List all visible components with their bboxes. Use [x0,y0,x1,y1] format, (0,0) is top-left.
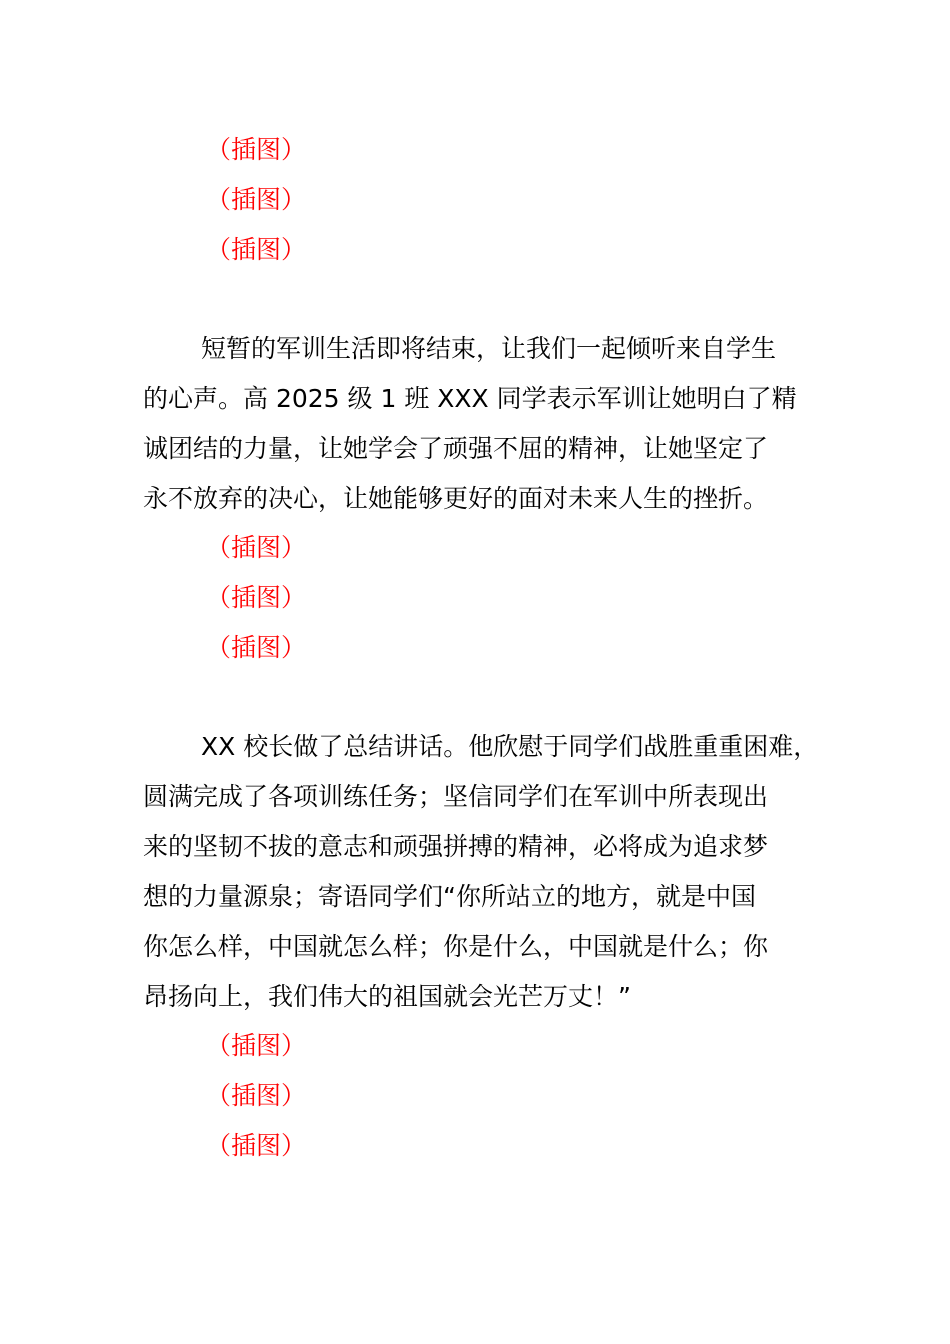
paragraph-1-line: 诚团结的力量，让她学会了顽强不屈的精神，让她坚定了 [143,434,769,463]
paragraph-1-line: 短暂的军训生活即将结束，让我们一起倾听来自学生 [201,334,777,363]
illustration-placeholder: （插图） [206,1131,307,1160]
paragraph-2-line: 你怎么样，中国就怎么样；你是什么，中国就是什么；你 [143,932,769,961]
illustration-placeholder: （插图） [206,633,307,662]
illustration-placeholder: （插图） [206,583,307,612]
paragraph-2-line: XX 校长做了总结讲话。他欣慰于同学们战胜重重困难， [201,732,819,761]
paragraph-2-line: 来的坚韧不拔的意志和顽强拼搏的精神，必将成为追求梦 [143,832,769,861]
illustration-placeholder: （插图） [206,135,307,164]
paragraph-2-line: 圆满完成了各项训练任务；坚信同学们在军训中所表现出 [143,782,769,811]
paragraph-1-line: 的心声。高 2025 级 1 班 XXX 同学表示军训让她明白了精 [143,384,797,413]
paragraph-2-line: 想的力量源泉；寄语同学们“你所站立的地方，就是中国 [143,882,756,911]
illustration-placeholder: （插图） [206,1031,307,1060]
paragraph-2-line: 昂扬向上，我们伟大的祖国就会光芒万丈！” [143,982,631,1011]
paragraph-1-line: 永不放弃的决心，让她能够更好的面对未来人生的挫折。 [143,484,769,513]
illustration-placeholder: （插图） [206,533,307,562]
illustration-placeholder: （插图） [206,235,307,264]
illustration-placeholder: （插图） [206,185,307,214]
illustration-placeholder: （插图） [206,1081,307,1110]
